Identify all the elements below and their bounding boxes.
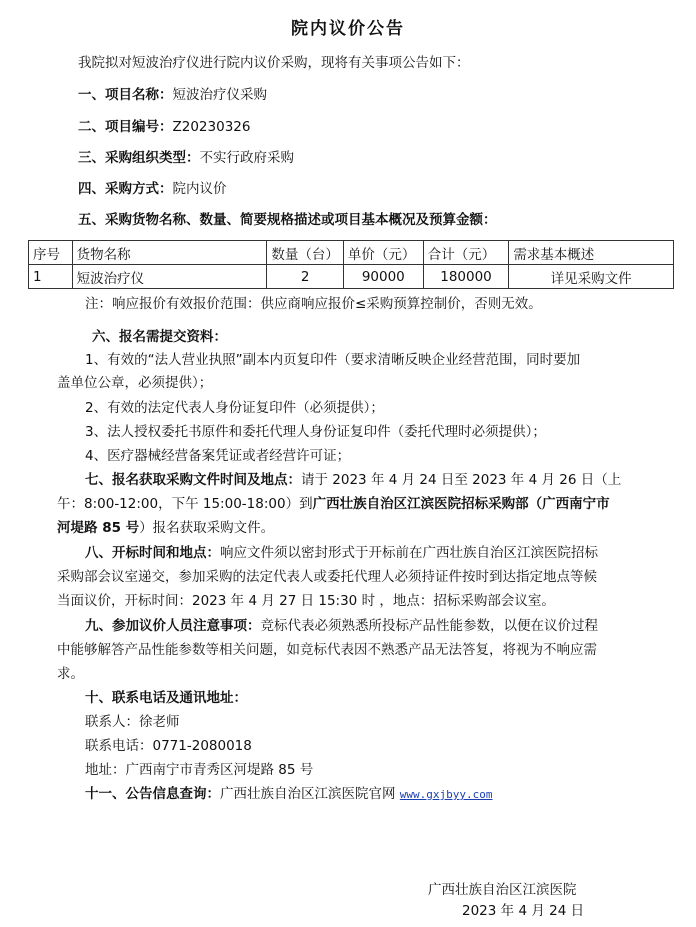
list-item: 4、医疗器械经营备案凭证或者经营许可证； bbox=[85, 448, 351, 464]
section-3-label: 三、采购组织类型： bbox=[78, 150, 200, 166]
section-7-text: 请于 2023 年 4 月 24 日至 2023 年 4 月 26 日（上 bbox=[301, 472, 622, 488]
section-5-label: 五、采购货物名称、数量、简要规格描述或项目基本概况及预算金额： bbox=[78, 212, 497, 228]
website-link[interactable]: www.gxjbyy.com bbox=[399, 788, 493, 801]
section-8-line-2: 采购部会议室递交，参加采购的法定代表人或委托代理人必须持证件按时到达指定地点等候 bbox=[57, 569, 597, 585]
section-9-line-3: 求。 bbox=[57, 666, 84, 682]
section-4 bbox=[78, 179, 227, 199]
section-11-label: 十一、公告信息查询： bbox=[85, 786, 220, 802]
list-item: 3、法人授权委托书原件和委托代理人身份证复印件（委托代理时必须提供）； bbox=[85, 424, 546, 440]
goods-table bbox=[28, 240, 674, 289]
list-item: 盖单位公章，必须提供）； bbox=[57, 375, 213, 391]
table-header-cell: 数量（台） bbox=[267, 241, 344, 265]
table-row bbox=[29, 265, 674, 289]
section-7-line-3 bbox=[57, 518, 274, 538]
section-1-label: 一、项目名称： bbox=[78, 87, 173, 103]
list-item: 1、有效的“法人营业执照”副本内页复印件（要求清晰反映企业经营范围，同时要加 bbox=[85, 352, 581, 368]
section-8-line-3: 当面议价，开标时间：2023 年 4 月 27 日 15:30 时 ，地点：招标采购部会议室。 bbox=[57, 593, 555, 609]
table-header-row bbox=[29, 241, 674, 265]
table-header-cell: 单价（元） bbox=[343, 241, 423, 265]
section-2 bbox=[78, 117, 250, 137]
section-7 bbox=[85, 470, 621, 490]
contact-address: 地址：广西南宁市青秀区河堤路 85 号 bbox=[85, 762, 314, 778]
table-header-cell: 序号 bbox=[29, 241, 73, 265]
page-title: 院内议价公告 bbox=[291, 19, 405, 39]
section-9 bbox=[85, 616, 598, 636]
project-number: Z20230326 bbox=[172, 119, 251, 135]
signature-org: 广西壮族自治区江滨医院 bbox=[428, 882, 577, 898]
table-header-cell: 需求基本概述 bbox=[509, 241, 674, 265]
section-8-text: 响应文件须以密封形式于开标前在广西壮族自治区江滨医院招标 bbox=[220, 545, 598, 561]
table-cell: 90000 bbox=[343, 265, 423, 289]
section-9-line-2: 中能够解答产品性能参数等相关问题，如竞标代表因不熟悉产品无法答复，将视为不响应需 bbox=[57, 642, 597, 658]
section-9-text: 竞标代表必须熟悉所投标产品性能参数，以便在议价过程 bbox=[260, 618, 598, 634]
contact-person: 联系人：徐老师 bbox=[85, 714, 180, 730]
table-cell: 短波治疗仪 bbox=[72, 265, 267, 289]
table-header-cell: 货物名称 bbox=[72, 241, 267, 265]
table-header-cell: 合计（元） bbox=[423, 241, 509, 265]
registration-address: 河堤路 85 号 bbox=[57, 520, 140, 536]
registration-location: 广西壮族自治区江滨医院招标采购部（广西南宁市 bbox=[312, 496, 610, 512]
table-cell: 2 bbox=[267, 265, 344, 289]
intro-text: 我院拟对短波治疗仪进行院内议价采购，现将有关事项公告如下： bbox=[78, 55, 470, 71]
signature-date: 2023 年 4 月 24 日 bbox=[462, 903, 585, 919]
table-cell: 1 bbox=[29, 265, 73, 289]
section-7-line-2 bbox=[57, 494, 610, 514]
section-11 bbox=[85, 784, 493, 805]
section-10-label: 十、联系电话及通讯地址： bbox=[85, 690, 247, 706]
contact-phone: 联系电话：0771-2080018 bbox=[85, 738, 252, 754]
section-9-label: 九、参加议价人员注意事项： bbox=[85, 618, 261, 634]
table-cell: 180000 bbox=[423, 265, 509, 289]
section-8 bbox=[85, 543, 598, 563]
section-11-text: 广西壮族自治区江滨医院官网 bbox=[220, 786, 396, 802]
section-6-label: 六、报名需提交资料： bbox=[92, 329, 227, 345]
section-7-text: 午：8:00-12:00，下午 15:00-18:00）到 bbox=[57, 496, 313, 512]
project-name: 短波治疗仪采购 bbox=[172, 87, 267, 103]
section-4-label: 四、采购方式： bbox=[78, 181, 173, 197]
section-7-label: 七、报名获取采购文件时间及地点： bbox=[85, 472, 301, 488]
section-7-text: ）报名获取采购文件。 bbox=[139, 520, 275, 536]
procurement-type: 不实行政府采购 bbox=[199, 150, 294, 166]
table-cell: 详见采购文件 bbox=[509, 265, 674, 289]
section-2-label: 二、项目编号： bbox=[78, 119, 173, 135]
procurement-method: 院内议价 bbox=[172, 181, 227, 197]
section-8-label: 八、开标时间和地点： bbox=[85, 545, 220, 561]
list-item: 2、有效的法定代表人身份证复印件（必须提供）； bbox=[85, 400, 384, 416]
price-note: 注：响应报价有效报价范围：供应商响应报价≤采购预算控制价，否则无效。 bbox=[85, 296, 542, 312]
section-1 bbox=[78, 85, 267, 105]
section-3 bbox=[78, 148, 294, 168]
